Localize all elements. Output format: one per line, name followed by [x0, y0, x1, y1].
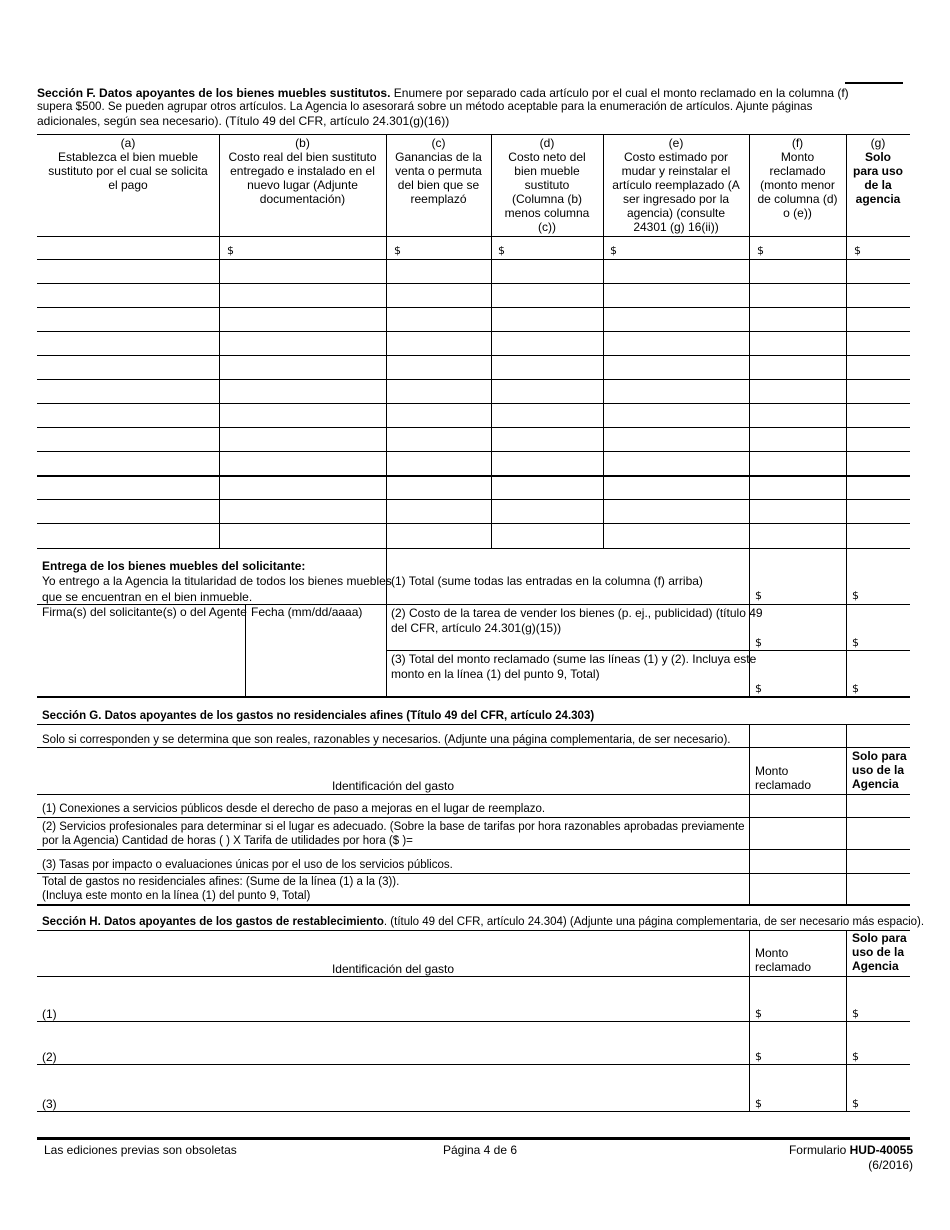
- section-g-amount-header: Monto reclamado: [755, 764, 812, 792]
- col-header-a: (a) Establezca el bien mueble sustituto por el cual se solicita el pago: [48, 136, 208, 192]
- section-h-row-3-label: (3): [42, 1097, 57, 1111]
- total-2-dollar-g[interactable]: $: [852, 636, 859, 649]
- table-row[interactable]: [37, 475, 910, 477]
- section-f-intro-line3: adicionales, según sea necesario). (Título 49 del CFR, artículo 24.301(g)(16)): [37, 114, 450, 128]
- total-3-line1: (3) Total del monto reclamado (sume las líneas (1) y (2). Incluya este: [391, 652, 757, 666]
- section-h-row-1-dollar-amount[interactable]: $: [755, 1007, 762, 1020]
- table-row[interactable]: [37, 379, 910, 380]
- section-g-header-border: [37, 794, 910, 795]
- dollar-f: $: [757, 244, 764, 257]
- table-row[interactable]: [37, 307, 910, 308]
- section-g-row-1: (1) Conexiones a servicios públicos desde el derecho de paso a mejoras en el lugar de reemplazo.: [42, 803, 546, 815]
- section-h-row-1-dollar-agency[interactable]: $: [852, 1007, 859, 1020]
- delivery-title: Entrega de los bienes muebles del solicitante:: [42, 559, 306, 573]
- col-header-b: (b) Costo real del bien sustituto entregado e instalado en el nuevo lugar (Adjunte documentación): [228, 136, 377, 206]
- total-2-line2: del CFR, artículo 24.301(g)(15)): [391, 621, 562, 635]
- dollar-g: $: [854, 244, 861, 257]
- table-row[interactable]: [37, 331, 910, 332]
- footer-form-date: (6/2016): [868, 1158, 913, 1172]
- dollar-c: $: [394, 244, 401, 257]
- section-h-expense-header: Identificación del gasto: [331, 962, 455, 976]
- section-h-row-2-dollar-agency[interactable]: $: [852, 1050, 859, 1063]
- section-h-agency-header: Solo para uso de la Agencia: [852, 931, 907, 973]
- col-header-c: (c) Ganancias de la venta o permuta del bien que se reemplazó: [395, 136, 482, 206]
- section-g-title: Sección G. Datos apoyantes de los gastos no residenciales afines (Título 49 del CFR, artículo 24.303): [42, 710, 595, 722]
- section-h-header-border: [37, 976, 910, 977]
- totals-divider: [386, 650, 910, 651]
- table-row[interactable]: [37, 451, 910, 452]
- total-3-line2: monto en la línea (1) del punto 9, Total): [391, 667, 600, 681]
- section-g-col-divider-2: [846, 724, 847, 904]
- total-2-line1: (2) Costo de la tarea de vender los bienes (p. ej., publicidad) (título 49: [391, 606, 763, 620]
- table-row[interactable]: [37, 523, 910, 524]
- total-3-dollar-g[interactable]: $: [852, 682, 859, 695]
- section-f-bottom-rule: [37, 696, 910, 698]
- section-g-row-3: (3) Tasas por impacto o evaluaciones únicas por el uso de los servicios públicos.: [42, 859, 453, 871]
- dollar-d: $: [498, 244, 505, 257]
- col-header-e: (e) Costo estimado por mudar y reinstalar el artículo reemplazado (A ser ingresado por la agencia) (consulte 24301 (g) 16(ii)): [612, 136, 740, 234]
- section-h-amount-header: Monto reclamado: [755, 946, 812, 974]
- footer-obsolete-note: Las ediciones previas son obsoletas: [44, 1143, 237, 1157]
- total-2-dollar-f[interactable]: $: [755, 636, 762, 649]
- section-f-intro-line2: supera $500. Se pueden agrupar otros artículos. La Agencia lo asesorará sobre un método aceptable para la enumeración de artículos. Ajunte páginas: [37, 100, 813, 113]
- table-bottom-border: [37, 548, 910, 549]
- signature-label[interactable]: Firma(s) del solicitante(s) o del Agente: [42, 605, 247, 619]
- table-row[interactable]: [37, 427, 910, 428]
- section-g-total: Total de gastos no residenciales afines: (Sume de la línea (1) a la (3)). (Incluya este monto en la línea (1) del punto 9, Total): [42, 876, 400, 902]
- dollar-e: $: [610, 244, 617, 257]
- total-1-label: (1) Total (sume todas las entradas en la columna (f) arriba): [391, 574, 703, 588]
- table-row[interactable]: [37, 849, 910, 850]
- total-3-dollar-f[interactable]: $: [755, 682, 762, 695]
- total-1-dollar-f[interactable]: $: [755, 589, 762, 602]
- section-g-note-border: [37, 747, 910, 748]
- section-h-row-1-label: (1): [42, 1007, 57, 1021]
- section-f-intro-line1: Enumere por separado cada artículo por el cual el monto reclamado en la columna (f): [390, 86, 849, 100]
- total-1-dollar-g[interactable]: $: [852, 589, 859, 602]
- col-header-g: (g) Solo para uso de la agencia: [852, 136, 903, 206]
- dollar-b: $: [227, 244, 234, 257]
- section-g-row-2: (2) Servicios profesionales para determinar si el lugar es adecuado. (Sobre la base de tarifas por hora razonables aprobadas previamente por la Agencia) Cantidad de horas ( ) X Tarifa de utilidades por hora ($ )=: [42, 821, 745, 847]
- header-bottom-border: [37, 236, 910, 237]
- table-row[interactable]: [37, 1064, 910, 1065]
- section-f-intro: [37, 86, 917, 128]
- table-row[interactable]: [37, 403, 910, 404]
- section-g-expense-header: Identificación del gasto: [331, 779, 455, 793]
- table-row[interactable]: [37, 283, 910, 284]
- footer-form-id: Formulario HUD-40055: [788, 1143, 913, 1157]
- section-h-row-3-dollar-agency[interactable]: $: [852, 1097, 859, 1110]
- section-h-row-2-label: (2): [42, 1050, 57, 1064]
- table-row[interactable]: [37, 1111, 910, 1112]
- table-row[interactable]: [37, 355, 910, 356]
- col-divider-fg: [846, 134, 847, 697]
- section-h-row-3-dollar-amount[interactable]: $: [755, 1097, 762, 1110]
- section-h-top-border: [37, 930, 910, 931]
- section-g-note: Solo si corresponden y se determina que son reales, razonables y necesarios. (Adjunte una página complementaria, de ser necesario).: [42, 734, 731, 746]
- col-header-d: (d) Costo neto del bien mueble sustituto (Columna (b) menos columna (c)): [504, 136, 590, 234]
- table-row[interactable]: [37, 817, 910, 818]
- table-row[interactable]: [37, 1021, 910, 1022]
- footer-rule: [37, 1137, 910, 1140]
- delivery-line1: Yo entrego a la Agencia la titularidad de todos los bienes muebles: [42, 574, 392, 588]
- table-top-border: [37, 134, 910, 135]
- col-header-f: (f) Monto reclamado (monto menor de columna (d) o (e)): [757, 136, 838, 220]
- section-g-top-border: [37, 724, 910, 725]
- section-g-agency-header: Solo para uso de la Agencia: [852, 749, 907, 791]
- section-g-bottom-rule: [37, 904, 910, 906]
- date-label[interactable]: Fecha (mm/dd/aaaa): [251, 605, 363, 619]
- footer-page-number: Página 4 de 6: [442, 1143, 518, 1157]
- top-rule: [845, 82, 903, 84]
- col-divider-bc: [386, 134, 387, 697]
- section-h-row-2-dollar-amount[interactable]: $: [755, 1050, 762, 1063]
- table-row[interactable]: [37, 873, 910, 874]
- section-g-col-divider-1: [749, 724, 750, 904]
- section-f-title: Sección F. Datos apoyantes de los bienes muebles sustitutos.: [37, 86, 391, 100]
- delivery-line2: que se encuentran en el bien inmueble.: [42, 590, 253, 604]
- section-h-title: Sección H. Datos apoyantes de los gastos de restablecimiento. (título 49 del CFR, artículo 24.304) (Adjunte una página complementaria, de ser necesario más espacio).: [42, 916, 925, 928]
- table-row[interactable]: [37, 259, 910, 260]
- table-row[interactable]: [37, 499, 910, 500]
